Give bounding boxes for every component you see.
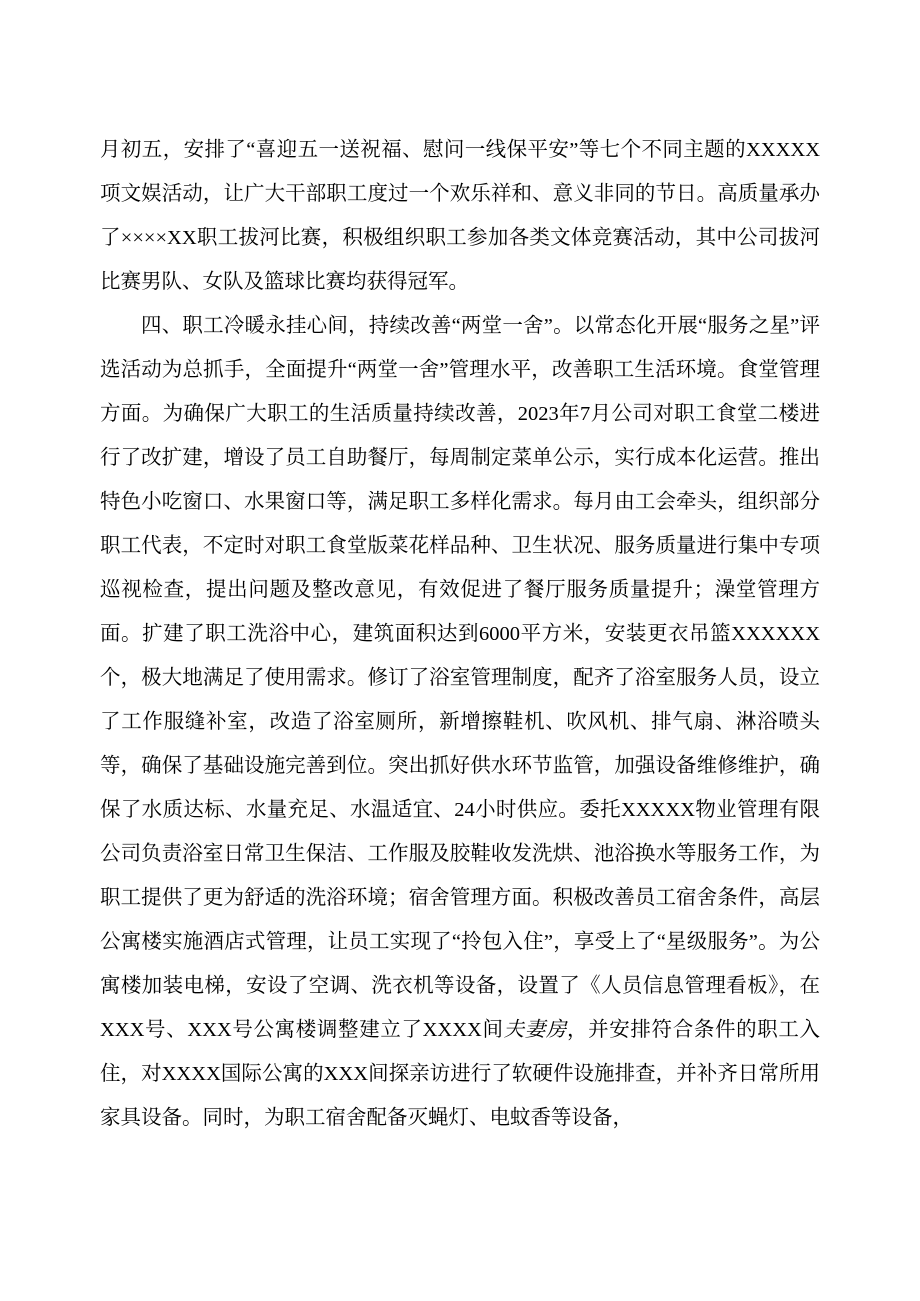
- text-run: 四、职工冷暖永挂心间，持续改善“两堂一舍”。以常态化开展“服务之星”评选活动为总抓手，全面提升“两堂一舍”管理水平，改善职工生活环境。食堂管理方面。为确保广大职工的生活质量持续改善，2023年7月公司对职工食堂二楼进行了改扩建，增设了员工自助餐厅，每周制定菜单公示，实行成本化运营。推出特色小吃窗口、水果窗口等，满足职工多样化需求。每月由工会牵头，组织部分职工代表，不定时对职工食堂版菜花样品种、卫生状况、服务质量进行集中专项巡视检查，提出问题及整改意见，有效促进了餐厅服务质量提升；澡堂管理方面。扩建了职工洗浴中心，建筑面积达到6000平方米，安装更衣吊篮XXXXXX个，极大地满足了使用需求。修订了浴室管理制度，配齐了浴室服务人员，设立了工作服缝补室，改造了浴室厕所，新增擦鞋机、吹风机、排气扇、淋浴喷头等，确保了基础设施完善到位。突出抓好供水环节监管，加强设备维修维护，确保了水质达标、水量充足、水温适宜、24小时供应。委托XXXXX物业管理有限公司负责浴室日常卫生保洁、工作服及胶鞋收发洗烘、池浴换水等服务工作，为职工提供了更为舒适的洗浴环境；宿舍管理方面。积极改善员工宿舍条件，高层公寓楼实施酒店式管理，让员工实现了“拎包入住”，享受上了“星级服务”。为公寓楼加装电梯，安设了空调、洗衣机等设备，设置了《人员信息管理看板》，在XXX号、XXX号公寓楼调整建立了XXXX间: [100, 315, 820, 1041]
- text-run: ，并安排符合条件的职工入住，对XXXX国际公寓的XXX间探亲访进行了软硬件设施排查，并补齐日常所用家具设备。同时，为职工宿舍配备灭蝇灯、电蚊香等设备，: [100, 1019, 821, 1129]
- document-body: [100, 128, 820, 1140]
- paragraph-continuation: [100, 128, 820, 304]
- text-run: 月初五，安排了“喜迎五一送祝福、慰问一线保平安”等七个不同主题的XXXXX项文娱活动，让广大干部职工度过一个欢乐祥和、意义非同的节日。高质量承办了××××XX职工拔河比赛，积极组织职工参加各类文体竞赛活动，其中公司拔河比赛男队、女队及篮球比赛均获得冠军。: [100, 139, 820, 293]
- paragraph-section-four: [100, 304, 820, 1140]
- text-run-italic: 夫妻房: [503, 1019, 568, 1041]
